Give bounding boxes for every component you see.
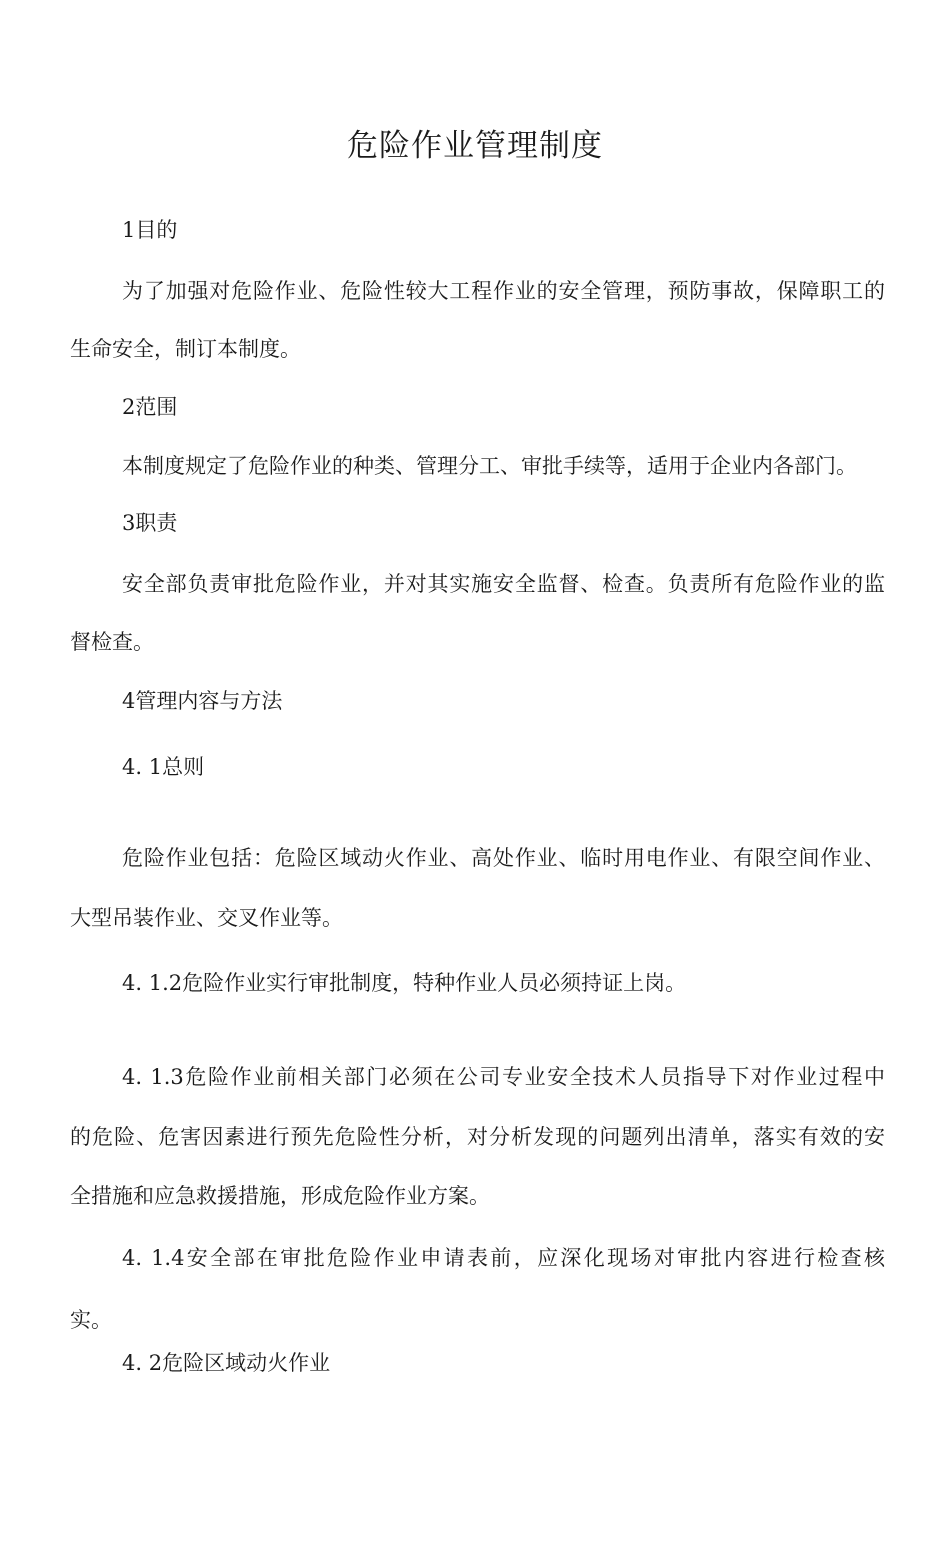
paragraph-line: 大型吊装作业、交叉作业等。 xyxy=(70,906,343,930)
paragraph-line: 安全部负责审批危险作业，并对其实施安全监督、检查。负责所有危险作业的监 xyxy=(122,572,885,596)
paragraph-line: 为了加强对危险作业、危险性较大工程作业的安全管理，预防事故，保障职工的 xyxy=(122,279,885,303)
clause-4-1-3-line: 的危险、危害因素进行预先危险性分析，对分析发现的问题列出清单，落实有效的安 xyxy=(70,1125,885,1149)
clause-4-1-3-line: 全措施和应急救援措施，形成危险作业方案。 xyxy=(70,1184,490,1208)
section-heading-responsibility: 3职责 xyxy=(122,511,178,535)
paragraph-line: 本制度规定了危险作业的种类、管理分工、审批手续等，适用于企业内各部门。 xyxy=(122,454,857,478)
paragraph-line: 危险作业包括：危险区域动火作业、高处作业、临时用电作业、有限空间作业、 xyxy=(122,846,885,870)
clause-4-1-3-line: 4. 1.3危险作业前相关部门必须在公司专业安全技术人员指导下对作业过程中 xyxy=(122,1065,885,1089)
subsection-heading-general: 4. 1总则 xyxy=(122,755,205,779)
clause-4-1-4-line: 实。 xyxy=(70,1308,112,1332)
paragraph-line: 生命安全，制订本制度。 xyxy=(70,337,301,361)
subsection-heading-hot-work: 4. 2危险区域动火作业 xyxy=(122,1351,331,1375)
section-heading-management: 4管理内容与方法 xyxy=(122,689,283,713)
section-heading-scope: 2范围 xyxy=(122,395,178,419)
document-title: 危险作业管理制度 xyxy=(347,128,603,164)
clause-4-1-2: 4. 1.2危险作业实行审批制度，特种作业人员必须持证上岗。 xyxy=(122,971,687,995)
section-heading-purpose: 1目的 xyxy=(122,218,178,242)
paragraph-line: 督检查。 xyxy=(70,630,154,654)
clause-4-1-4-line: 4. 1.4安全部在审批危险作业申请表前，应深化现场对审批内容进行检查核 xyxy=(122,1246,885,1270)
